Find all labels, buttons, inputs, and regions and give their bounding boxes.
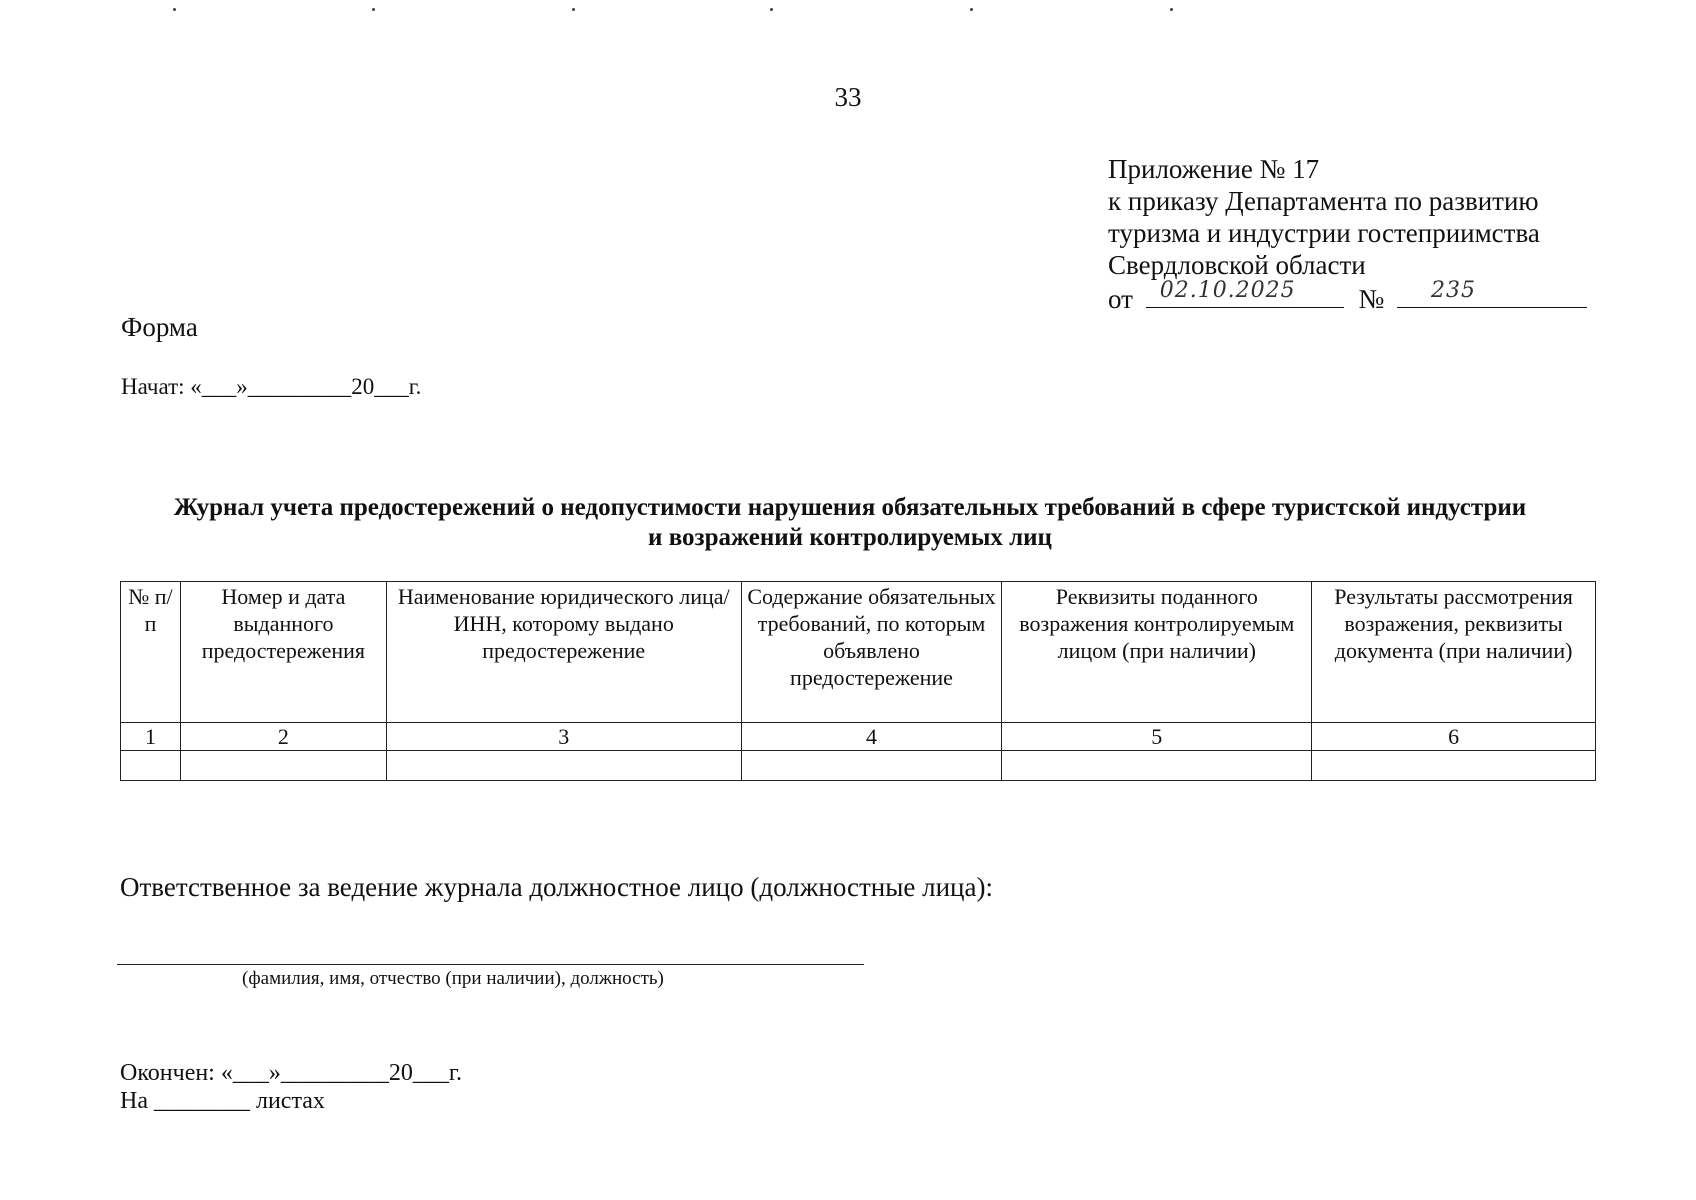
column-number: 6 <box>1312 723 1596 751</box>
journal-title <box>120 493 1580 553</box>
column-number: 4 <box>741 723 1002 751</box>
column-number: 2 <box>180 723 386 751</box>
appendix-line-3: туризма и индустрии гостеприимства <box>1108 218 1540 248</box>
empty-cell <box>121 751 181 781</box>
header-cell-results: Результаты рассмотрения возражения, реквизиты документа (при наличии) <box>1312 582 1596 723</box>
empty-cell <box>741 751 1002 781</box>
finished-line: Окончен: «___»_________20___г. <box>120 1060 462 1086</box>
handwritten-date: 02.10.2025 <box>1159 278 1296 303</box>
appendix-date-number-line <box>1108 278 1587 315</box>
finished-block <box>120 1059 462 1115</box>
appendix-line-2: к приказу Департамента по развитию <box>1108 186 1539 216</box>
sheets-line: На ________ листах <box>120 1088 325 1114</box>
scan-dot <box>572 8 575 11</box>
header-cell-requirements: Содержание обязательных требований, по которым объявлено предостережение <box>741 582 1002 723</box>
scan-dot <box>1170 8 1173 11</box>
header-cell-number: № п/п <box>121 582 181 723</box>
header-cell-entity: Наименование юридического лица/ ИНН, которому выдано предостережение <box>386 582 741 723</box>
from-label: от <box>1108 284 1133 314</box>
header-cell-warning: Номер и дата выданного предостережения <box>180 582 386 723</box>
scan-dot <box>173 8 176 11</box>
handwritten-number: 235 <box>1430 278 1476 303</box>
column-number: 5 <box>1002 723 1312 751</box>
empty-cell <box>1002 751 1312 781</box>
fio-signature-line <box>117 964 864 965</box>
column-number: 1 <box>121 723 181 751</box>
column-number: 3 <box>386 723 741 751</box>
date-field <box>1146 278 1344 308</box>
empty-cell <box>180 751 386 781</box>
scan-dot <box>372 8 375 11</box>
column-number-row <box>121 723 1596 751</box>
form-label: Форма <box>121 312 198 342</box>
page-number: 33 <box>834 82 862 112</box>
table-header-row <box>121 582 1596 723</box>
journal-title-line-2: и возражений контролируемых лиц <box>648 524 1052 551</box>
empty-cell <box>1312 751 1596 781</box>
appendix-line-1: Приложение № 17 <box>1108 154 1320 184</box>
journal-table <box>120 581 1596 781</box>
journal-title-line-1: Журнал учета предостережений о недопустимости нарушения обязательных требований в сфере туристской индустрии <box>173 494 1527 521</box>
scan-dot <box>770 8 773 11</box>
table-row <box>121 751 1596 781</box>
empty-cell <box>386 751 741 781</box>
fio-caption: (фамилия, имя, отчество (при наличии), должность) <box>242 968 664 989</box>
number-label: № <box>1358 284 1385 314</box>
number-field <box>1397 278 1587 308</box>
appendix-block <box>1108 153 1587 315</box>
appendix-line-4: Свердловской области <box>1108 250 1366 280</box>
responsible-label: Ответственное за ведение журнала должностное лицо (должностные лица): <box>120 872 993 902</box>
header-cell-objection: Реквизиты поданного возражения контролируемым лицом (при наличии) <box>1002 582 1312 723</box>
started-line: Начат: «___»_________20___г. <box>121 374 422 399</box>
scan-dot <box>970 8 973 11</box>
